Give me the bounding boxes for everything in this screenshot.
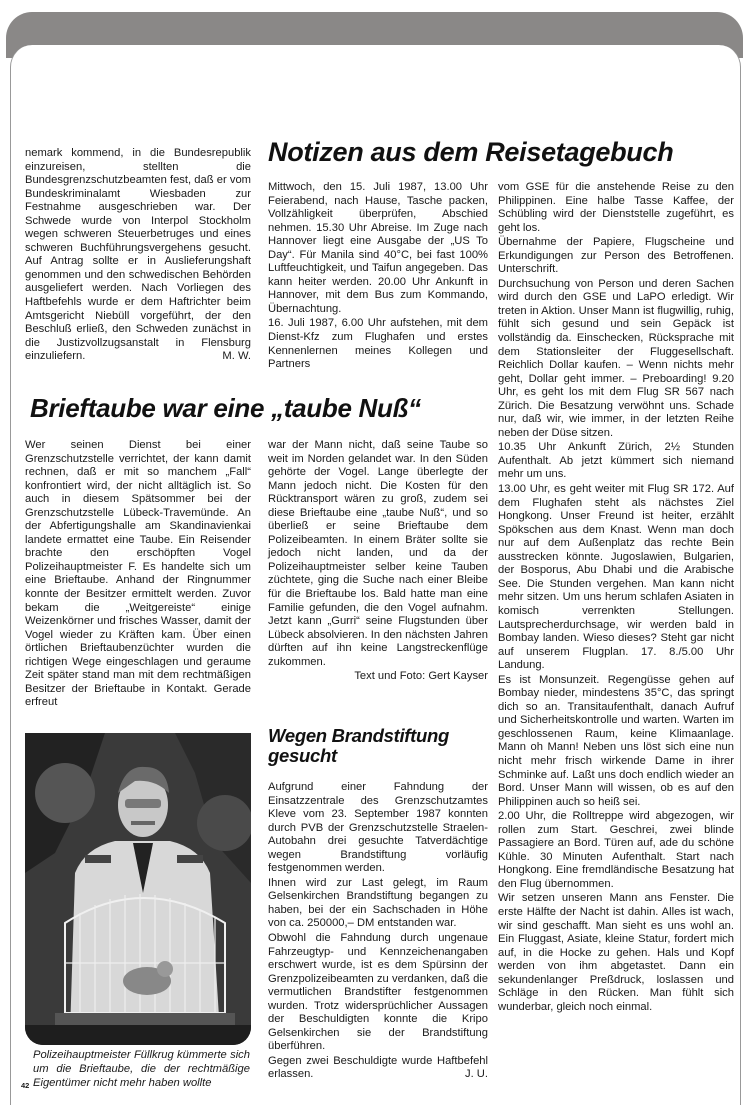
paragraph: Wer seinen Dienst bei einer Grenzschutzstelle verrichtet, der kann damit rechnen, daß er mit so manchem „Fall“ konfrontiert wird, der nicht alltäglich ist. So auch in diesem Spätsommer bei der Grenzschutzstelle Lübeck-Travemünde. An der Abfertigungshalle am Skandinavienkai landete ermattet eine Taube. Ein Reisender brachte den erschöpften Vogel Polizeihauptmeister F. Es handelte sich um eine Brieftaube. Anhand der Ringnummer konnte der Besitzer ermittelt werden. Zuvor bekam die „Weitgereiste“ einige Weizenkörner und frisches Wasser, damit der Vogel wieder zu Kräften kam. Über einen örtlichen Brieftaubenzüchter wurden die richtigen Wege eingeschlagen und geraume Zeit später stand man mit dem rechtmäßigen Besitzer der Brieftaube in Kontakt. Gerade erfreut xyxy=(25,439,251,709)
paragraph: vom GSE für die anstehende Reise zu den Philippinen. Eine halbe Tasse Kaffee, der Schübling wird der Dienststelle zugeführt, es geht los. xyxy=(498,181,734,234)
brandstiftung-signature: J. U. xyxy=(465,1068,488,1081)
paragraph: Ihnen wird zur Last gelegt, im Raum Gelsenkirchen Brandstiftung begangen zu haben, bei der ein Sachschaden in Höhe von ca. 250000,– DM entstanden war. xyxy=(268,876,488,930)
brieftaube-column-2 xyxy=(268,439,488,684)
notizen-title: Notizen aus dem Reisetagebuch xyxy=(268,137,674,167)
paragraph: 16. Juli 1987, 6.00 Uhr aufstehen, mit dem Dienst-Kfz zum Flughafen und erstes Kennenlernen meines Kollegen und Partners xyxy=(268,317,488,371)
paragraph: Es ist Monsunzeit. Regengüsse gehen auf Bombay nieder, mindestens 35°C, das springt dich so an. Transitaufenthalt, danach Aufruf und Sicherheitskontrolle und warten. Warten im geschlossenen Raum, keine Klimaanlage. Mann oh Mann! Neben uns löst sich eine nun nicht mehr frisch wirkende Dame in ihrer Schminke auf. Laßt uns doch endlich wieder an Bord. Unser Mann will wissen, ob es auf den Philippinen auch so heiß sei. xyxy=(498,673,734,808)
brandstiftung-title: Wegen Brandstiftung gesucht xyxy=(268,725,450,766)
paragraph: 13.00 Uhr, es geht weiter mit Flug SR 172. Auf dem Flughafen steht als nächstes Ziel Hongkong. Unser Freund ist heiter, erzählt Spökschen aus dem Knast. Wenn man doch nur auf dem Außenplatz das rechte Bein ausstrecken könnte. Jugoslawien, Bulgarien, der Bosporus, Abu Dhabi und die Arabische See. Die Stunden vergehen. Man kann nicht mehr sitzen. Um uns herum schlafen Asiaten in komisch verrenkten Stellungen. Lautsprecherdurchsage, wir werden bald in Bombay landen. Wieso dieses? Steht gar nicht auf unserem Flugplan. 17. 8./5.00 Uhr Landung. xyxy=(498,483,734,672)
paragraph: war der Mann nicht, daß seine Taube so weit im Norden gelandet war. In den Süden gehörte der Vogel. Lange überlegte der Mann jedoch nicht. Die Kosten für den Rücktransport wären zu groß, zudem sei diese Brieftaube eine „taube Nuß“, und so überließ er seine Brieftaube dem Polizeibeamten. In einem Bräter sollte sie jedoch nicht landen, und da der Polizeihauptmeister selber keine Tauben züchtete, ging die Suche nach einer Bleibe für die Brieftaube los. Bald hatte man eine Familie gefunden, die den Vogel aufnahm. Jetzt kann „Gurri“ seine Flugstunden über Lübeck absolvieren. In den nächsten Jahren dürften auf ihn keine Langstreckenflüge zukommen. xyxy=(268,439,488,668)
paragraph: 10.35 Uhr Ankunft Zürich, 2½ Stunden Aufenthalt. Ab jetzt kümmert sich niemand mehr um uns. xyxy=(498,441,734,481)
photo-credit: Text und Foto: Gert Kayser xyxy=(354,670,488,683)
intro-paragraph: nemark kommend, in die Bundesrepublik einzureisen, stellten die Bundesgrenzschutzbeamten fest, daß er vom Bundeskriminalamt Wiesbaden zur Festnahme ausgeschrieben war. Der Schwede wurde von Interpol Stockholm wegen schweren Steuerbetruges und eines schweren Buchführungsvergehens gesucht. Auf Antrag sollte er in Auslieferungshaft genommen und den schwedischen Behörden ausgeliefert werden. Nach Vorliegen des Haftbefehls wurde er dem Haftrichter beim Amtsgericht Niebüll vorgeführt, der den Beschluß erließ, den Schweden zunächst in die Justizvollzugsanstalt in Flensburg einzuliefern. xyxy=(25,147,251,363)
photo-officer-with-pigeon-cage xyxy=(25,733,251,1045)
paragraph: Gegen zwei Beschuldigte wurde Haftbefehl erlassen. xyxy=(268,1054,488,1081)
notizen-column-2 xyxy=(498,181,734,1014)
paragraph: Aufgrund einer Fahndung der Einsatzzentrale des Grenzschutzamtes Kleve vom 23. September 1987 konnten durch PVB der Grenzschutzstelle Straelen-Autobahn drei gesuchte Tatverdächtige wegen Brandstiftung vorläufig festgenommen werden. xyxy=(268,781,488,875)
photo-image xyxy=(25,733,251,1045)
brandstiftung-article xyxy=(268,781,488,1082)
brieftaube-title: Brieftaube war eine „taube Nuß“ xyxy=(30,393,421,423)
paragraph: 2.00 Uhr, die Rolltreppe wird abgezogen, wir rollen zum Start. Geschrei, zwei blinde Passagiere an Bord. Türen auf, ade du schöne Kühle. 30 Minuten Aufenthalt. Start nach Hongkong. Eine fremdländische Besatzung hat den Flug übernommen. xyxy=(498,810,734,890)
photo-caption: Polizeihauptmeister Füllkrug kümmerte sich um die Brieftaube, die der rechtmäßige Eigentümer nicht mehr haben wollte xyxy=(33,1049,250,1089)
paragraph: Wir setzen unseren Mann ans Fenster. Die erste Hälfte der Nacht ist dahin. Alles ist wach, wir sind geschafft. Man sieht es uns wohl an. Ein Fluggast, Asiate, kleine Statur, fordert mich auf, in die Hocke zu gehen. Hals und Kopf werden von ihm abgetastet. Dann ein sekundenlanger Preßdruck, loslassen und Schläge in den Rücken. Man fühlt sich wunderbar, gleich noch einmal. xyxy=(498,892,734,1013)
paragraph: Obwohl die Fahndung durch ungenaue Fahrzeugtyp- und Kennzeichenangaben erschwert wurde, ist es dem Spürsinn der Grenzpolizeibeamten zu verdanken, daß die vermutlichen Brandstifter festgenommen wurden. Trotz widersprüchlicher Aussagen der Beschuldigten konnte die Kripo Gelsenkirchen sie der Brandstiftung überführen. xyxy=(268,932,488,1053)
notizen-column-1 xyxy=(268,181,488,372)
brieftaube-column-1 xyxy=(25,439,251,710)
paragraph: Übernahme der Papiere, Flugscheine und Erkundigungen zur Person des Betroffenen. Unterschrift. xyxy=(498,236,734,276)
paragraph: Mittwoch, den 15. Juli 1987, 13.00 Uhr Feierabend, nach Hause, Tasche packen, Vollzähligkeit überprüfen, Abschied nehmen. 15.30 Uhr Abreise. Im Zuge nach Hannover liegt eine Ausgabe der „US To Day“. Für Manila sind 40°C, bei fast 100% Luftfeuchtigkeit, und Taifun angegeben. Das kann heiter werden. 20.00 Uhr Ankunft in Hannover, mit dem Bus zum Kommando, Übernachtung. xyxy=(268,181,488,315)
page-number: 42 xyxy=(21,1081,30,1090)
paragraph: Durchsuchung von Person und deren Sachen wird durch den GSE und LaPO erledigt. Wir treten in Aktion. Unser Mann ist flugwillig, ruhig, fühlt sich gesund und sein Gepäck ist vollständig da. Einschecken, Rücksprache mit dem Stationsleiter der Fluggesellschaft. Reichlich Dollar kaufen. – Wenn nichts mehr geht, Dollar geht immer. – Preboarding! 9.20 Uhr, es geht los mit dem Flug SR 567 nach Zürich. Die Besatzung verwöhnt uns. Schade nur, daß wir, wie immer, in der letzten Reihe neben der Düse sitzen. xyxy=(498,277,734,439)
intro-article xyxy=(25,147,251,364)
intro-signature: M. W. xyxy=(222,350,251,363)
